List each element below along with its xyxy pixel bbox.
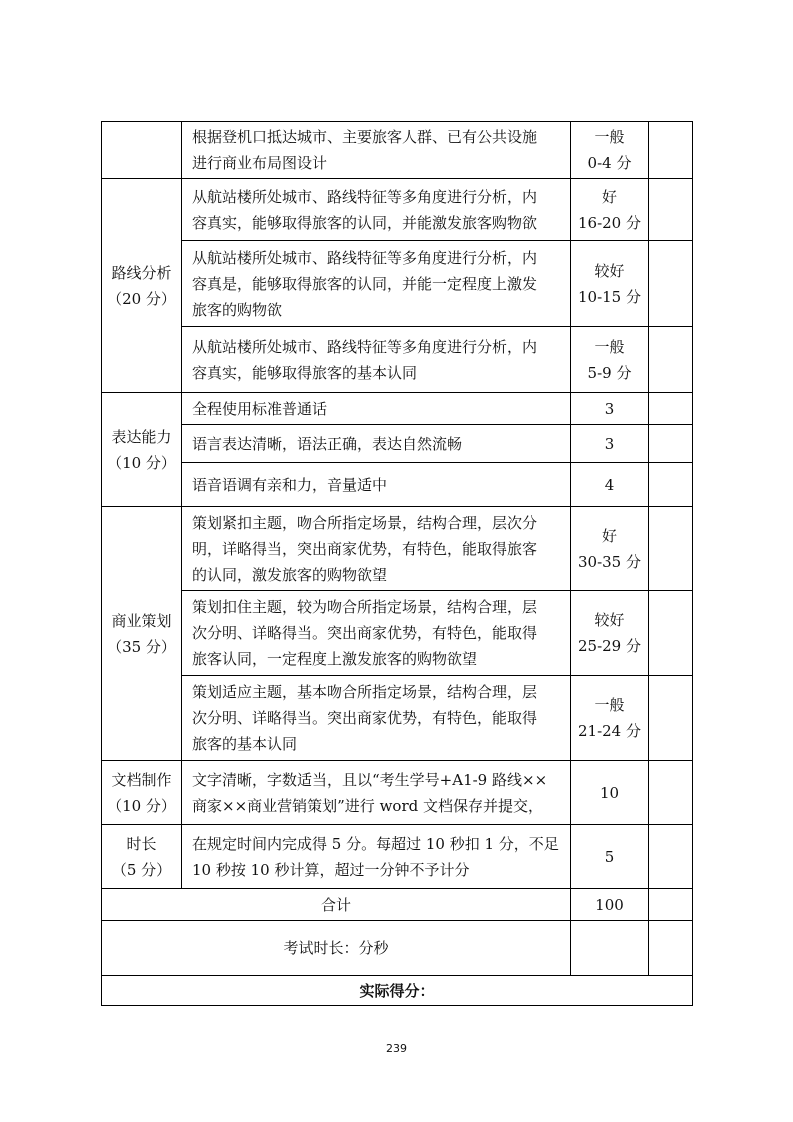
table-row (102, 976, 693, 1006)
table-row (102, 327, 693, 393)
criteria-cell: 语言表达清晰，语法正确，表达自然流畅 (182, 425, 571, 463)
table-row (102, 676, 693, 761)
points-cell: 10 (571, 761, 649, 825)
page-number: 239 (386, 1042, 407, 1055)
category-cell: 路线分析 （20 分） (102, 179, 182, 393)
scoring-table (101, 121, 693, 1006)
criteria-cell: 根据登机口抵达城市、主要旅客人群、已有公共设施 进行商业布局图设计 (182, 122, 571, 179)
category-cell: 表达能力 （10 分） (102, 393, 182, 507)
table-row (102, 921, 693, 976)
points-cell: 3 (571, 393, 649, 425)
criteria-cell: 从航站楼所处城市、路线特征等多角度进行分析，内 容真实，能够取得旅客的认同，并能激发旅客购物欲 (182, 179, 571, 241)
table-row (102, 425, 693, 463)
score-cell (649, 122, 693, 179)
points-cell (571, 921, 649, 976)
table-row (102, 463, 693, 507)
score-cell (649, 591, 693, 676)
criteria-cell: 策划扣住主题，较为吻合所指定场景，结构合理，层 次分明、详略得当。突出商家优势，有特色，能取得 旅客认同，一定程度上激发旅客的购物欲望 (182, 591, 571, 676)
points-cell: 一般 0-4 分 (571, 122, 649, 179)
score-cell (649, 393, 693, 425)
table-row (102, 507, 693, 591)
points-cell: 好 16-20 分 (571, 179, 649, 241)
criteria-cell: 文字清晰，字数适当，且以“考生学号+A1-9 路线×× 商家××商业营销策划”进行 word 文档保存并提交， (182, 761, 571, 825)
actual-score-label: 实际得分： (102, 976, 693, 1006)
points-cell: 一般 5-9 分 (571, 327, 649, 393)
score-cell (649, 327, 693, 393)
score-cell (649, 463, 693, 507)
points-cell: 好 30-35 分 (571, 507, 649, 591)
table-row (102, 591, 693, 676)
score-cell (649, 507, 693, 591)
category-cell: 商业策划 （35 分） (102, 507, 182, 761)
score-cell (649, 241, 693, 327)
table-row (102, 393, 693, 425)
criteria-cell: 全程使用标准普通话 (182, 393, 571, 425)
category-cell: 时长 （5 分） (102, 825, 182, 889)
exam-duration-label: 考试时长：分秒 (102, 921, 571, 976)
category-cell (102, 122, 182, 179)
score-cell (649, 425, 693, 463)
criteria-cell: 从航站楼所处城市、路线特征等多角度进行分析，内 容真实，能够取得旅客的基本认同 (182, 327, 571, 393)
score-cell (649, 889, 693, 921)
score-cell (649, 761, 693, 825)
points-cell: 3 (571, 425, 649, 463)
total-label: 合计 (102, 889, 571, 921)
total-points: 100 (571, 889, 649, 921)
criteria-cell: 在规定时间内完成得 5 分。每超过 10 秒扣 1 分，不足 10 秒按 10 秒计算，超过一分钟不予计分 (182, 825, 571, 889)
points-cell: 较好 10-15 分 (571, 241, 649, 327)
table-row (102, 122, 693, 179)
points-cell: 较好 25-29 分 (571, 591, 649, 676)
criteria-cell: 语音语调有亲和力，音量适中 (182, 463, 571, 507)
table-row (102, 179, 693, 241)
table-row (102, 761, 693, 825)
table-row (102, 889, 693, 921)
criteria-cell: 从航站楼所处城市、路线特征等多角度进行分析，内 容真是，能够取得旅客的认同，并能一定程度上激发 旅客的购物欲 (182, 241, 571, 327)
criteria-cell: 策划适应主题，基本吻合所指定场景，结构合理，层 次分明、详略得当。突出商家优势，有特色，能取得 旅客的基本认同 (182, 676, 571, 761)
table-row (102, 241, 693, 327)
category-cell: 文档制作 （10 分） (102, 761, 182, 825)
score-cell (649, 676, 693, 761)
score-cell (649, 921, 693, 976)
score-cell (649, 825, 693, 889)
table-row (102, 825, 693, 889)
criteria-cell: 策划紧扣主题，吻合所指定场景，结构合理，层次分 明，详略得当，突出商家优势，有特色，能取得旅客 的认同，激发旅客的购物欲望 (182, 507, 571, 591)
points-cell: 4 (571, 463, 649, 507)
points-cell: 5 (571, 825, 649, 889)
points-cell: 一般 21-24 分 (571, 676, 649, 761)
score-cell (649, 179, 693, 241)
